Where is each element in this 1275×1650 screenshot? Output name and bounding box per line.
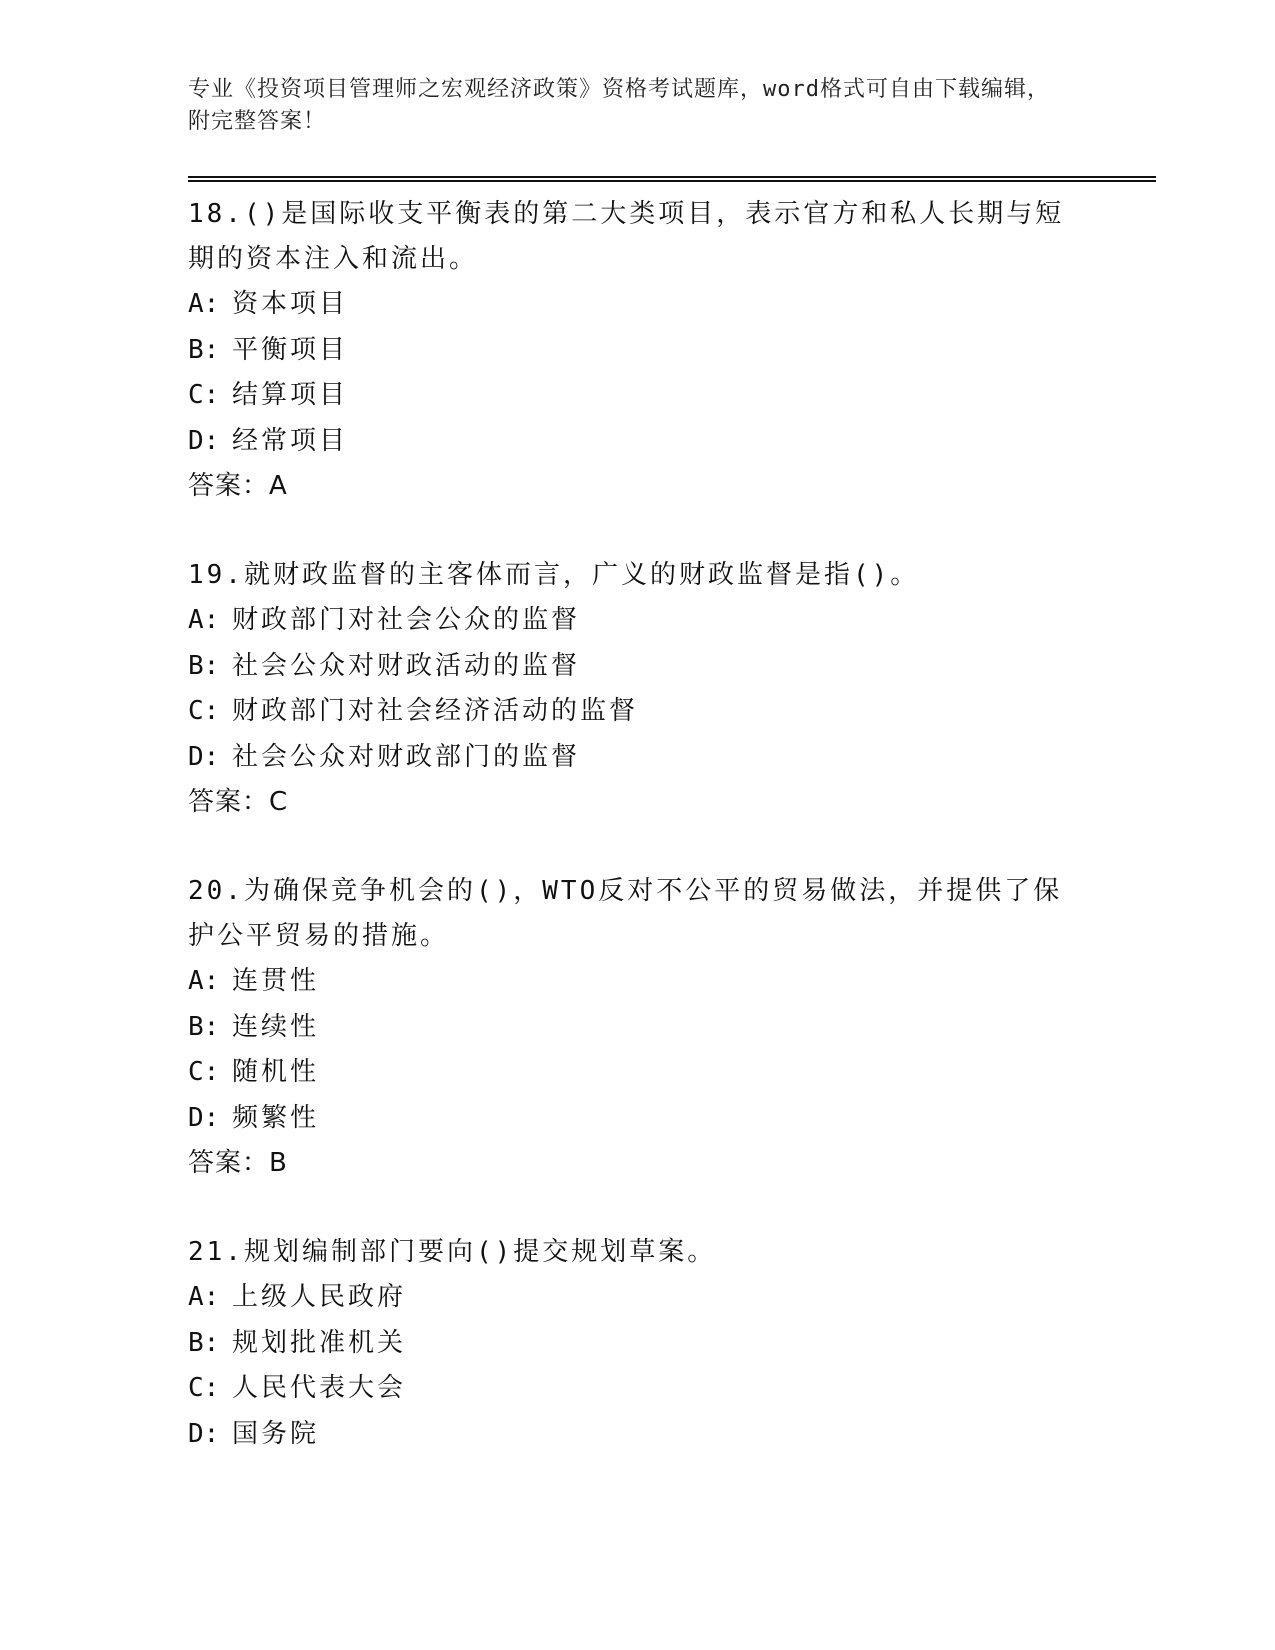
option-text: 频繁性 <box>232 1102 320 1133</box>
option-b <box>188 1321 1088 1367</box>
option-letter: C: <box>188 696 220 726</box>
option-text: 连续性 <box>232 1011 320 1042</box>
option-text: 连贯性 <box>232 966 320 996</box>
option-c <box>188 1050 1088 1096</box>
answer-line: 答案：B <box>188 1148 288 1178</box>
option-letter: B: <box>188 334 220 365</box>
option-b <box>188 1005 1088 1051</box>
option-text: 人民代表大会 <box>232 1373 407 1403</box>
document-intro: 专业《投资项目管理师之宏观经济政策》资格考试题库，word格式可自由下载编辑，附完整答案！ <box>188 77 1050 134</box>
question-list <box>188 192 1088 1501</box>
option-letter: A: <box>188 1282 220 1312</box>
option-letter: D: <box>188 1418 220 1449</box>
option-text: 社会公众对财政部门的监督 <box>232 741 581 772</box>
question-21 <box>188 1230 1088 1457</box>
option-d <box>188 1412 1088 1458</box>
question-18 <box>188 192 1088 509</box>
option-text: 经常项目 <box>232 425 349 456</box>
option-letter: C: <box>188 1373 220 1403</box>
option-d <box>188 735 1088 781</box>
answer-line: 答案：A <box>188 471 288 501</box>
option-c <box>188 1366 1088 1412</box>
option-b <box>188 328 1088 374</box>
option-letter: C: <box>188 1057 220 1087</box>
option-text: 国务院 <box>232 1418 320 1449</box>
option-letter: D: <box>188 741 220 772</box>
question-19 <box>188 553 1088 825</box>
option-letter: B: <box>188 1011 220 1042</box>
option-text: 平衡项目 <box>232 334 349 365</box>
option-text: 规划批准机关 <box>232 1327 407 1358</box>
option-text: 上级人民政府 <box>232 1282 407 1312</box>
option-c <box>188 373 1088 419</box>
option-letter: D: <box>188 1102 220 1133</box>
option-text: 资本项目 <box>232 289 349 319</box>
option-text: 社会公众对财政活动的监督 <box>232 650 581 681</box>
header-double-rule <box>188 176 1156 182</box>
option-a <box>188 1275 1088 1321</box>
option-text: 财政部门对社会公众的监督 <box>232 605 581 635</box>
option-a <box>188 959 1088 1005</box>
option-c <box>188 689 1088 735</box>
option-letter: D: <box>188 425 220 456</box>
question-stem: 18.()是国际收支平衡表的第二大类项目，表示官方和私人长期与短期的资本注入和流出。 <box>188 199 1065 274</box>
question-stem: 19.就财政监督的主客体而言，广义的财政监督是指()。 <box>188 560 920 590</box>
option-letter: B: <box>188 650 220 681</box>
option-letter: A: <box>188 289 220 319</box>
option-text: 结算项目 <box>232 380 349 410</box>
option-letter: A: <box>188 605 220 635</box>
option-a <box>188 282 1088 328</box>
question-stem: 21.规划编制部门要向()提交规划草案。 <box>188 1237 717 1267</box>
answer-line: 答案：C <box>188 787 289 817</box>
option-a <box>188 598 1088 644</box>
question-stem: 20.为确保竞争机会的()，WTO反对不公平的贸易做法，并提供了保护公平贸易的措施。 <box>188 876 1063 951</box>
option-letter: C: <box>188 380 220 410</box>
option-d <box>188 1096 1088 1142</box>
question-20 <box>188 869 1088 1186</box>
option-text: 随机性 <box>232 1057 320 1087</box>
option-letter: A: <box>188 966 220 996</box>
option-text: 财政部门对社会经济活动的监督 <box>232 696 639 726</box>
option-letter: B: <box>188 1327 220 1358</box>
option-b <box>188 644 1088 690</box>
option-d <box>188 419 1088 465</box>
